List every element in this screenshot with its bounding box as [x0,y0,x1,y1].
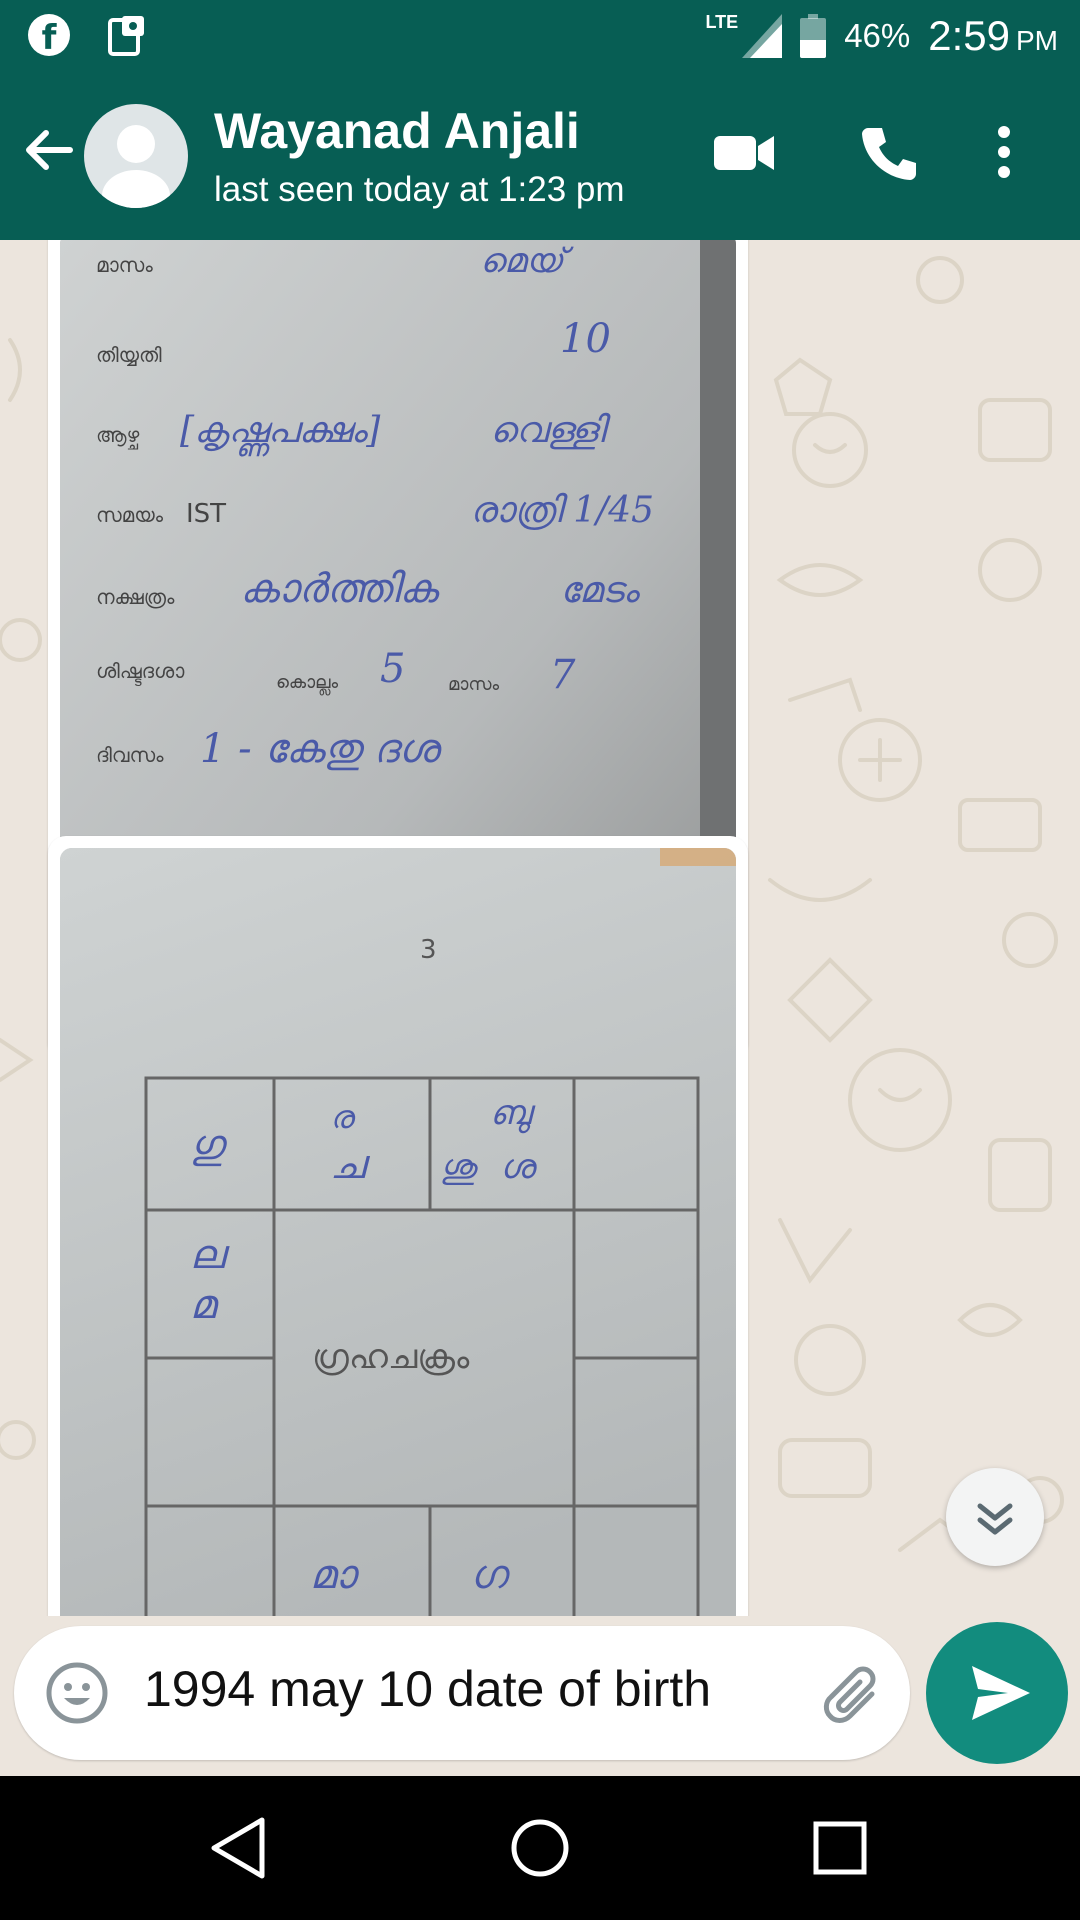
printed-label: IST [186,499,227,529]
nav-back-icon[interactable] [198,1806,282,1890]
nav-home-icon[interactable] [498,1806,582,1890]
emoji-icon[interactable] [44,1660,110,1726]
chart-cell: ഗ [470,1552,507,1598]
default-avatar-icon [84,104,188,208]
horoscope-chart-photo[interactable] [60,848,736,1616]
chart-cell: മാ [310,1552,356,1598]
image-message[interactable] [48,836,748,1616]
handwritten-text: [കൃഷ്ണപക്ഷം] [180,410,381,451]
avatar[interactable] [84,104,188,208]
chart-cell: ഗു [190,1122,224,1168]
handwritten-text: കാർത്തിക [240,566,438,612]
chart-cell: ച [330,1142,365,1188]
printed-label: മാസം [96,253,153,277]
printed-label: ശിഷ്ടദശാ [96,659,185,683]
battery-icon [800,14,826,58]
double-chevron-down-icon [946,1468,1044,1566]
chart-cell: ര [330,1098,353,1136]
clock-ampm: PM [1016,25,1058,56]
page-number: 3 [420,935,437,965]
printed-label: നക്ഷത്രം [96,585,175,609]
message-composer [14,1626,910,1760]
handwritten-text: 10 [560,316,611,362]
battery-percent: 46% [844,17,911,54]
printed-label: കൊല്ലം [276,672,339,693]
facebook-icon: f [28,14,70,56]
system-navigation-bar [0,1776,1080,1920]
printed-label: ആഴ്ച [96,423,140,447]
device-admin-icon [104,14,148,58]
scroll-to-bottom-button[interactable] [946,1468,1044,1566]
voice-call-icon[interactable] [852,116,924,188]
chart-cell: ശു [440,1147,476,1187]
handwritten-text: 1 - കേതു ദശ [200,726,439,772]
video-call-icon[interactable] [708,116,780,188]
chart-cell: ല [190,1232,225,1278]
chart-cell: മ [190,1282,216,1328]
nav-recents-icon[interactable] [798,1806,882,1890]
handwritten-text: രാത്രി 1/45 [470,490,655,531]
printed-label: ദിവസം [96,743,164,767]
handwritten-text: മെയ് [480,241,564,281]
handwritten-text: 5 [380,646,406,692]
chart-caption: ഗ്രഹചക്രം [312,1337,470,1377]
chart-cell: ബു [490,1093,531,1133]
contact-name[interactable]: Wayanad Anjali [214,103,580,159]
printed-label: സമയം [96,503,164,527]
printed-label: മാസം [448,674,500,695]
more-options-icon[interactable] [980,116,1028,188]
send-button[interactable] [926,1622,1068,1764]
clock [928,12,1058,60]
network-type: LTE [705,11,739,32]
attach-icon[interactable] [812,1654,888,1730]
back-arrow-icon[interactable] [20,122,76,178]
chart-cell: ശ [500,1147,535,1187]
handwritten-text: 7 [550,652,576,698]
chat-area[interactable] [0,240,1080,1616]
handwritten-text: വെള്ളി [490,410,605,451]
last-seen: last seen today at 1:23 pm [214,170,625,209]
status-bar [0,0,1080,72]
printed-label: തിയ്യതി [96,343,162,367]
clock-time: 2:59 [928,12,1010,59]
signal-icon [742,14,782,58]
send-icon [926,1622,1068,1764]
message-input[interactable] [144,1660,784,1718]
chat-header [0,72,1080,240]
handwritten-text: മേടം [560,570,639,611]
